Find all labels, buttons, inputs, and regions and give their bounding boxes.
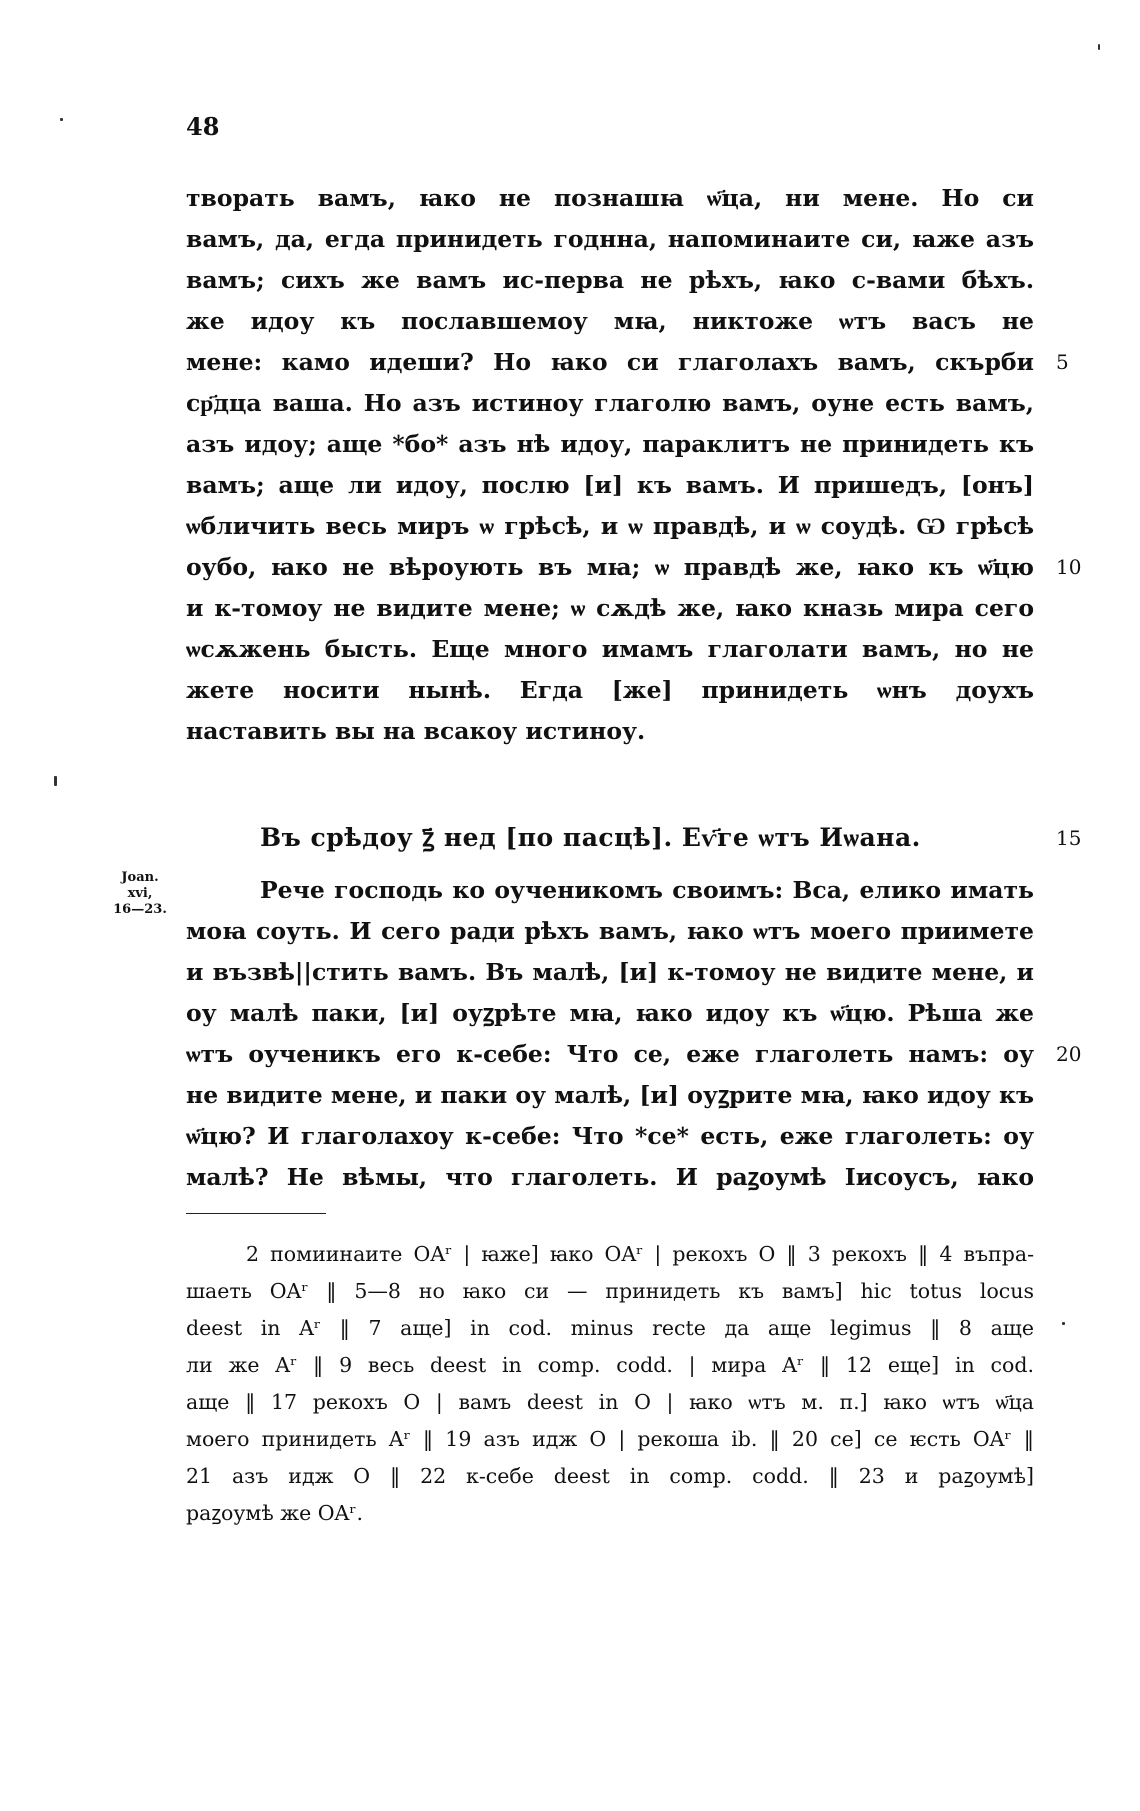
text-line: Рече господь ко оученикомъ своимъ: Вса, елико имать	[260, 876, 1034, 904]
text-line: не видите мене, и паки оу малѣ, [и] оуꙁрите мꙗ, ꙗко идоу къ	[186, 1081, 1034, 1109]
line-number: 15	[1056, 826, 1082, 850]
text-line: ср҃дца ваша. Но азъ истиноу глаголю вамъ, оуне есть вамъ,	[186, 389, 1034, 417]
margin-reference	[110, 870, 170, 918]
text-line: моꙗ соуть. И сего ради рѣхъ вамъ, ꙗко ѡтъ моего приимете	[186, 917, 1034, 945]
text-line: вамъ, да, егда принидеть годнна, напоминаите си, ꙗже азъ	[186, 225, 1034, 253]
text-line: и възвѣ||стить вамъ. Въ малѣ, [и] к-томоу не видите мене, и	[186, 958, 1034, 986]
margin-reference-chapter: xvi,	[127, 886, 153, 901]
critical-apparatus	[186, 1236, 1034, 1532]
page-number: 48	[186, 112, 220, 141]
footnote-line: моего принидеть Aʳ ‖ 19 азъ идж O | рекоша ib. ‖ 20 се] се ѥсть OAʳ ‖	[186, 1427, 1034, 1451]
heading-text: Въ срѣдоу ꙁ҃ нед [по пасцѣ]. Еѵ҃ге ѡтъ Иѡана.	[260, 823, 921, 852]
lection-heading	[186, 817, 1082, 859]
text-line: ѡтъ оученикъ его к-себе: Что се, еже глаголеть намъ: оу 20	[186, 1034, 1034, 1075]
text-line: и к-томоу не видите мене; ѡ сѫдѣ же, ꙗко кназь мира сего	[186, 594, 1034, 622]
text-line: ѡсѫжень бысть. Еще много имамъ глаголати вамъ, но не	[186, 635, 1034, 663]
text-line: оу малѣ паки, [и] оуꙁрѣте мꙗ, ꙗко идоу къ ѡ҃цю. Рѣша же	[186, 999, 1034, 1027]
text-line: малѣ? Не вѣмы, что глаголеть. И раꙁоумѣ Іисоусъ, ꙗко	[186, 1163, 1034, 1191]
main-text-block-2	[186, 870, 1082, 1198]
footnote-line: раꙁоумѣ же OAʳ.	[186, 1501, 363, 1525]
text-line: вамъ; сихъ же вамъ ис-перва не рѣхъ, ꙗко с-вами бѣхъ.	[186, 266, 1034, 294]
footnote-line: deest in Aʳ ‖ 7 аще] in cod. minus recte да аще legimus ‖ 8 аще	[186, 1316, 1034, 1340]
main-text-block-1	[186, 178, 1082, 752]
text-line: вамъ; аще ли идоу, послю [и] къ вамъ. И пришедъ, [онъ]	[186, 471, 1034, 499]
text-line: ѡ҃цю? И глаголахоу к-себе: Что *се* есть, еже глаголеть: оу	[186, 1122, 1034, 1150]
line-number: 10	[1056, 555, 1082, 579]
text-line: ѡбличить весь миръ ѡ грѣсѣ, и ѡ правдѣ, и ѡ соудѣ. Ѡ грѣсѣ	[186, 512, 1034, 540]
footnote-divider	[186, 1213, 326, 1214]
print-speck	[1098, 44, 1100, 50]
footnote-line: 2 помиинаите OAʳ | ꙗже] ꙗко OAʳ | рекохъ O ‖ 3 рекохъ ‖ 4 въпра-	[246, 1242, 1034, 1266]
footnote-line: аще ‖ 17 рекохъ O | вамъ deest in O | ꙗко ѡтъ м. п.] ꙗко ѡтъ ѡ҃ца	[186, 1390, 1034, 1414]
footnote-line: ли же Aʳ ‖ 9 весь deest in comp. codd. | мира Aʳ ‖ 12 еще] in cod.	[186, 1353, 1034, 1377]
line-number: 5	[1056, 350, 1069, 374]
text-line: наставить вы на всакоу истиноу.	[186, 717, 646, 745]
line-number: 20	[1056, 1042, 1082, 1066]
print-speck	[54, 776, 57, 786]
text-line: оубо, ꙗко не вѣроують въ мꙗ; ѡ правдѣ же, ꙗко къ ѡ҃цю 10	[186, 547, 1034, 588]
text-line: жете носити нынѣ. Егда [же] принидеть ѡнъ доухъ	[186, 676, 1034, 704]
text-line: творать вамъ, ꙗко не познашꙗ ѡ҃ца, ни мене. Но си	[186, 184, 1034, 212]
footnote-line: шаеть OAʳ ‖ 5—8 но ꙗко си — принидеть къ вамъ] hic totus locus	[186, 1279, 1034, 1303]
text-line: же идоу къ пославшемоу мꙗ, никтоже ѡтъ васъ не	[186, 307, 1034, 335]
text-line: мене: камо идеши? Но ꙗко си глаголахъ вамъ, скърби 5	[186, 342, 1034, 383]
print-speck	[1062, 1322, 1065, 1325]
print-speck	[60, 118, 63, 121]
footnote-line: 21 азъ идж O ‖ 22 к-себе deest in comp. codd. ‖ 23 и раꙁоумѣ]	[186, 1464, 1034, 1488]
text-line: азъ идоу; аще *бо* азъ нѣ идоу, параклитъ не принидеть къ	[186, 430, 1034, 458]
margin-reference-verses: 16—23.	[113, 902, 167, 917]
margin-reference-book: Joan.	[121, 870, 159, 885]
